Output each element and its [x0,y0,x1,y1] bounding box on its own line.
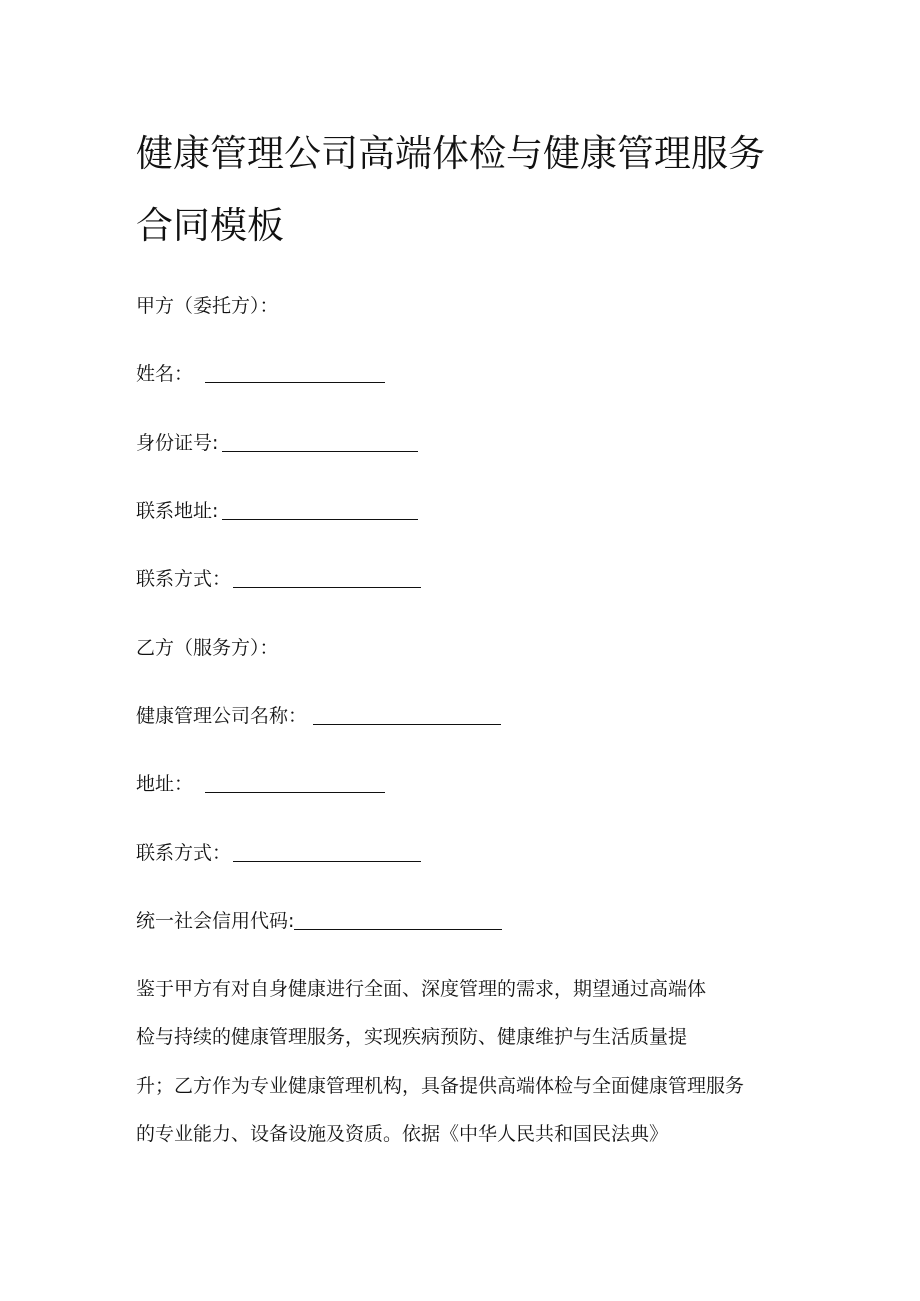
document-title-line-2: 合同模板 [136,204,284,247]
party-a-id-label: 身份证号: [136,432,219,454]
party-b-address-blank[interactable] [205,774,385,793]
party-b-credit-code-field [136,909,502,933]
party-a-id-blank[interactable] [222,433,418,452]
party-b-address-field [136,772,385,796]
party-b-contact-field [136,841,421,865]
party-b-credit-code-blank[interactable] [294,911,502,930]
party-a-name-field [136,362,385,386]
preamble-line-3: 升；乙方作为专业健康管理机构，具备提供高端体检与全面健康管理服务 [136,1075,745,1097]
party-b-company-field [136,704,501,728]
party-b-company-label: 健康管理公司名称： [136,705,308,727]
party-a-contact-label: 联系方式： [136,568,232,590]
party-b-heading: 乙方（服务方）： [136,637,279,659]
party-a-address-label: 联系地址: [136,500,219,522]
party-a-heading: 甲方（委托方）： [136,295,279,317]
party-b-company-blank[interactable] [313,706,501,725]
party-b-contact-blank[interactable] [233,843,421,862]
preamble-line-1: 鉴于甲方有对自身健康进行全面、深度管理的需求，期望通过高端体 [136,978,707,1000]
party-a-name-label: 姓名： [136,363,194,385]
party-a-contact-blank[interactable] [233,569,421,588]
preamble-line-2: 检与持续的健康管理服务，实现疾病预防、健康维护与生活质量提 [136,1026,688,1048]
document-title-line-1: 健康管理公司高端体检与健康管理服务 [136,132,765,175]
party-a-id-field [136,431,418,455]
party-a-address-field [136,499,418,523]
preamble-line-4: 的专业能力、设备设施及资质。依据《中华人民共和国民法典》 [136,1123,669,1145]
party-b-credit-code-label: 统一社会信用代码: [136,910,295,932]
party-a-address-blank[interactable] [222,501,418,520]
party-a-name-blank[interactable] [205,364,385,383]
party-a-contact-field [136,567,421,591]
party-b-contact-label: 联系方式： [136,842,232,864]
party-b-address-label: 地址： [136,773,194,795]
